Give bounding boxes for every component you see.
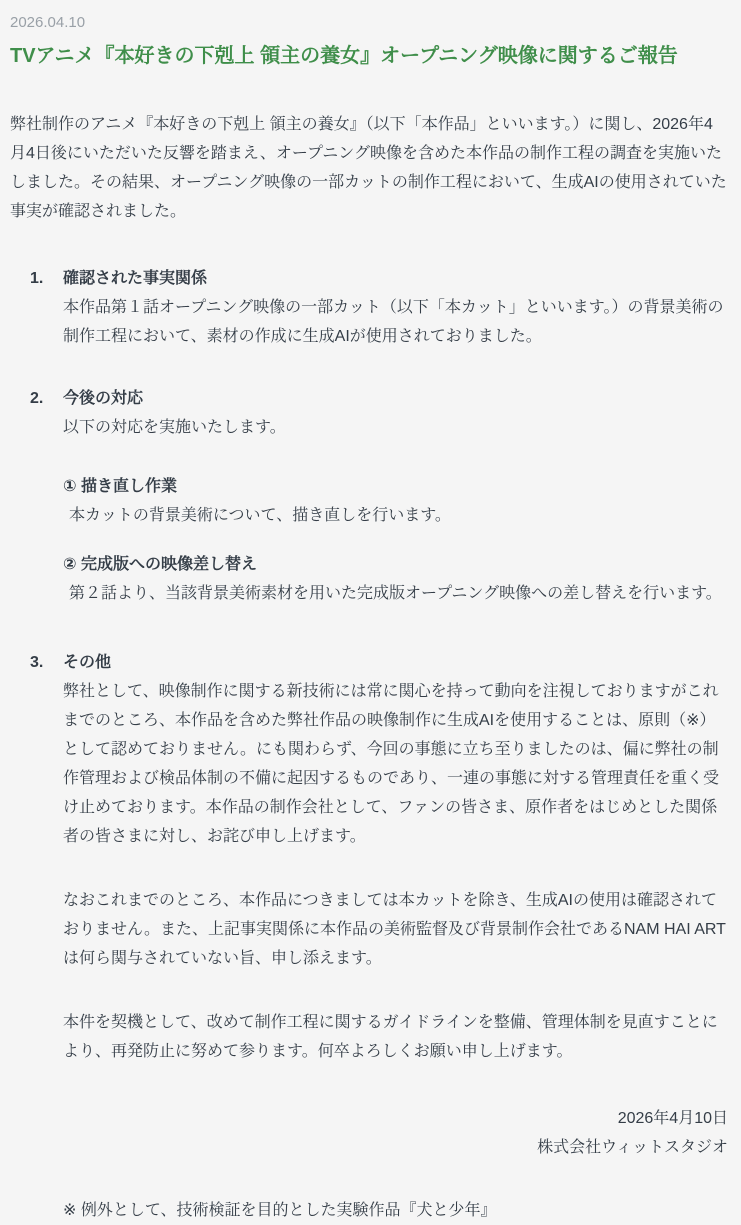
section-other	[30, 648, 728, 1066]
section-content	[63, 648, 728, 1066]
section-heading: 今後の対応	[63, 390, 144, 407]
apology-paragraph: 弊社として、映像制作に関する新技術には常に関心を持って動向を注視しておりますがこれまでのところ、本作品を含めた弊社作品の映像制作に生成AIを使用することは、原則（※）として認めておりません。にも関わらず、今回の事態に立ち至りましたのは、偏に弊社の制作管理および検品体制の不備に起因するものであり、一連の事態に対する管理責任を重く受け止めております。本作品の制作会社として、ファンの皆さま、原作者をはじめとした関係者の皆さまに対し、お詫び申し上げます。	[63, 683, 720, 845]
section-body: 本作品第１話オープニング映像の一部カット（以下「本カット」といいます。）の背景美術の制作工程において、素材の作成に生成AIが使用されておりました。	[63, 299, 724, 345]
section-content	[63, 264, 728, 351]
section-heading: 確認された事実関係	[63, 270, 208, 287]
section-content	[63, 384, 728, 608]
subsection-body: 第２話より、当該背景美術素材を用いた完成版オープニング映像への差し替えを行います。	[69, 585, 722, 602]
section-number: 3.	[30, 654, 44, 671]
intro-paragraph: 弊社制作のアニメ『本好きの下剋上 領主の養女』（以下「本作品」といいます。）に関し、2026年4月4日後にいただいた反響を踏まえ、オープニング映像を含めた本作品の制作工程の調査を実施いたしました。その結果、オープニング映像の一部カットの制作工程において、生成AIの使用されていた事実が確認されました。	[10, 116, 727, 220]
prevention-paragraph: 本件を契機として、改めて制作工程に関するガイドラインを整備、管理体制を見直すことにより、再発防止に努めて参ります。何卒よろしくお願い申し上げます。	[63, 1014, 718, 1060]
signature-company: 株式会社ウィットスタジオ	[537, 1139, 728, 1156]
subsection-redraw	[63, 472, 728, 530]
entry-date-link[interactable]: 2026.04.10	[10, 14, 86, 31]
section-number: 1.	[30, 270, 44, 287]
page-title[interactable]: TVアニメ『本好きの下剋上 領主の養女』オープニング映像に関するご報告	[10, 45, 678, 67]
footnote: ※ 例外として、技術検証を目的とした実験作品『犬と少年』	[63, 1202, 497, 1219]
signature-date: 2026年4月10日	[617, 1110, 728, 1127]
section-body: 以下の対応を実施いたします。	[63, 419, 286, 436]
section-facts	[30, 264, 728, 351]
section-number: 2.	[30, 390, 44, 407]
section-response	[30, 384, 728, 608]
section-heading: その他	[63, 654, 112, 671]
signature-block	[10, 1104, 728, 1162]
clarification-paragraph: なおこれまでのところ、本作品につきましては本カットを除き、生成AIの使用は確認されておりません。また、上記事実関係に本作品の美術監督及び背景制作会社であるNAM HAI ARTは何ら関与されていない旨、申し添えます。	[63, 892, 726, 967]
subsection-replace	[63, 550, 728, 608]
subsection-heading: ① 描き直し作業	[63, 478, 177, 495]
subsection-heading: ② 完成版への映像差し替え	[63, 556, 257, 573]
subsection-body: 本カットの背景美術について、描き直しを行います。	[69, 507, 451, 524]
